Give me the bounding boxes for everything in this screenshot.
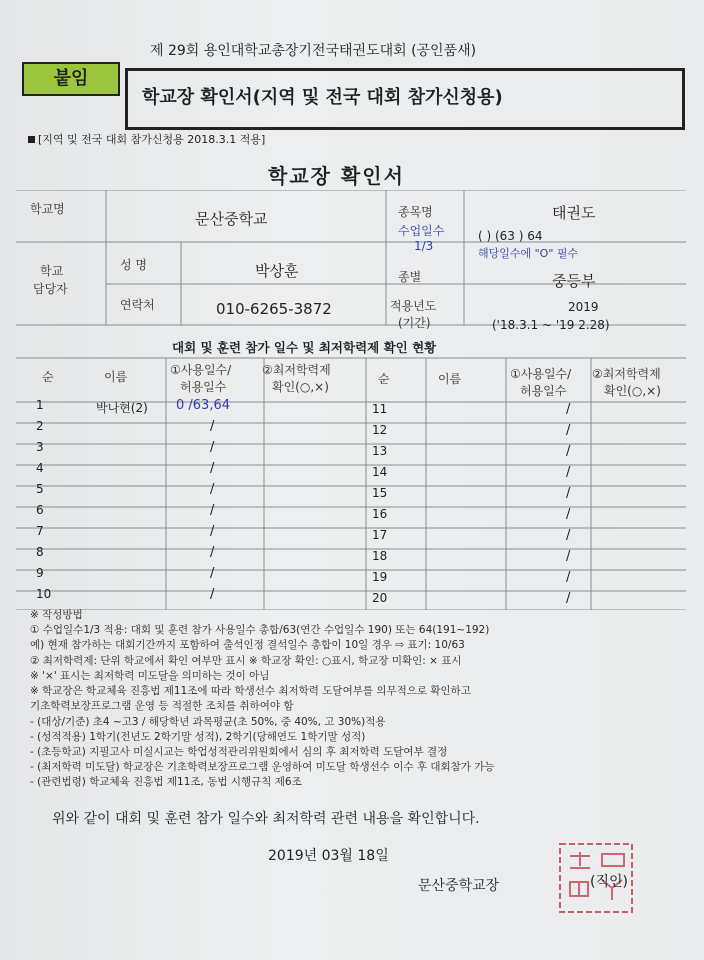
col-days-header: ①사용일수/	[170, 363, 232, 377]
days-note: 해당일수에 "O" 필수	[478, 247, 579, 260]
category-value: 중등부	[552, 272, 596, 290]
col-min-header-2: 확인(○,×)	[272, 380, 329, 394]
col-no-header: 순	[42, 370, 54, 384]
note-line: 기초학력보장프로그램 운영 등 적절한 조치를 취하여야 함	[30, 700, 294, 713]
year-label-2: (기간)	[398, 316, 431, 330]
year-value: 2019	[568, 300, 599, 314]
row-days-value: /	[210, 461, 215, 476]
row-number: 10	[36, 587, 52, 601]
row-days-value: /	[210, 503, 215, 518]
sport-label: 종목명	[398, 205, 433, 219]
note-line: - (최저학력 미도달) 학교장은 기초학력보장프로그램 운영하여 미도달 학생선수 이수 후 대회참가 가능	[30, 761, 495, 774]
days-label: 수업일수	[398, 224, 445, 238]
note-line: ※ 학교장은 학교체육 진흥법 제11조에 따라 학생선수 최저학력 도달여부를 의무적으로 확인하고	[30, 685, 471, 698]
row-days-value: /	[210, 566, 215, 581]
note-line: ※ '×' 표시는 최저학력 미도달을 의미하는 것이 아님	[30, 669, 270, 682]
col-days-header-right: ①사용일수/	[510, 367, 572, 381]
row-number: 8	[36, 545, 44, 559]
row-number: 11	[372, 402, 388, 416]
row-number: 2	[36, 419, 44, 433]
attachment-tag: 붙임	[22, 62, 120, 96]
confirm-statement: 위와 같이 대회 및 훈련 참가 일수와 최저학력 관련 내용을 확인합니다.	[52, 811, 480, 827]
col-min-header-right-2: 확인(○,×)	[604, 384, 661, 398]
row-number: 16	[372, 507, 388, 521]
note-line: - (대상/기준) 초4 ~고3 / 해당학년 과목평균(초 50%, 중 40%, 고 30%)적용	[30, 715, 386, 728]
row-number: 5	[36, 482, 44, 496]
note-line: - (초등학교) 지필고사 미실시교는 학업성적관리위원회에서 심의 후 최저학력 도달여부 결정	[30, 745, 448, 758]
row-number: 19	[372, 570, 388, 584]
row-number: 17	[372, 528, 388, 542]
subtitle	[28, 131, 265, 147]
col-name-header-right: 이름	[438, 372, 462, 386]
school-label: 학교명	[30, 202, 65, 216]
note-line: 예) 현재 참가하는 대회기간까지 포함하여 출석인정 결석일수 총합이 10일 경우 ⇨ 표기: 10/63	[30, 639, 465, 652]
row-days-value: /	[566, 423, 571, 438]
col-days-header-2: 허용일수	[180, 380, 227, 394]
row-number: 1	[36, 398, 44, 412]
row-days-value: /	[210, 545, 215, 560]
name-value: 박상훈	[255, 262, 299, 280]
seal-label: (직인)	[590, 874, 628, 890]
notes	[30, 608, 680, 791]
row-number: 13	[372, 444, 388, 458]
teacher-label-2: 담당자	[33, 282, 68, 296]
row-days-value: /	[210, 440, 215, 455]
document-date: 2019년 03월 18일	[268, 848, 389, 864]
row-number: 4	[36, 461, 44, 475]
contact-value: 010-6265-3872	[216, 300, 332, 318]
col-min-header-right: ②최저학력제	[592, 367, 661, 381]
category-label: 종별	[398, 270, 422, 284]
name-label: 성 명	[120, 258, 147, 272]
row-number: 14	[372, 465, 388, 479]
document-title: 학교장 확인서(지역 및 전국 대회 참가신청용)	[125, 68, 685, 130]
row-days-value: /	[566, 465, 571, 480]
note-line: - (성적적용) 1학기(전년도 2학기말 성적), 2학기(당해연도 1학기말 성적)	[30, 730, 366, 743]
days-label-fraction: 1/3	[414, 239, 434, 253]
event-title: 제 29회 용인대학교총장기전국태권도대회 (공인품새)	[150, 43, 477, 59]
col-no-header-right: 순	[378, 372, 390, 386]
row-days-value: /	[566, 444, 571, 459]
row-days-value: /	[566, 570, 571, 585]
col-days-header-right-2: 허용일수	[520, 384, 567, 398]
row-days-value: /	[210, 587, 215, 602]
row-number: 18	[372, 549, 388, 563]
days-value: ( ) (63 ) 64	[478, 229, 543, 243]
row-number: 15	[372, 486, 388, 500]
row-number: 6	[36, 503, 44, 517]
sport-value: 태권도	[552, 204, 596, 222]
subtitle-text: [지역 및 전국 대회 참가신청용 2018.3.1 적용]	[38, 133, 266, 146]
square-bullet-icon	[28, 136, 35, 143]
year-range: ('18.3.1 ~ '19 2.28)	[492, 318, 610, 332]
table-title: 대회 및 훈련 참가 일수 및 최저학력제 확인 현황	[172, 340, 437, 355]
contact-label: 연락처	[120, 298, 155, 312]
row-days-value: /	[566, 591, 571, 606]
row-number: 12	[372, 423, 388, 437]
row-days-value: /	[210, 419, 215, 434]
principal-name: 문산중학교장	[418, 878, 500, 894]
col-min-header: ②최저학력제	[262, 363, 331, 377]
school-value: 문산중학교	[195, 210, 268, 228]
note-line: ① 수업일수1/3 적용: 대회 및 훈련 참가 사용일수 총합/63(연간 수업일수 190) 또는 64(191~192)	[30, 624, 490, 637]
note-line: ② 최저학력제: 단위 학교에서 확인 여부만 표시 ※ 학교장 확인: ○표시, 학교장 미확인: × 표시	[30, 654, 462, 667]
teacher-label: 학교	[40, 264, 64, 278]
year-label: 적용년도	[390, 299, 437, 313]
row-number: 3	[36, 440, 44, 454]
row-number: 20	[372, 591, 388, 605]
row-student-name: 박나현(2)	[96, 401, 148, 415]
row-days-value: /	[210, 524, 215, 539]
row-days-value: /	[566, 549, 571, 564]
main-title: 학교장 확인서	[268, 164, 405, 188]
note-line: - (관련법령) 학교체육 진흥법 제11조, 동법 시행규칙 제6조	[30, 776, 302, 789]
row-days-value: /	[566, 507, 571, 522]
row-days-value: /	[566, 486, 571, 501]
row-number: 7	[36, 524, 44, 538]
note-line: ※ 작성방법	[30, 609, 83, 621]
row-days-value: /	[566, 528, 571, 543]
col-name-header: 이름	[104, 370, 128, 384]
row-number: 9	[36, 566, 44, 580]
row-days-value: /	[210, 482, 215, 497]
row-days-value: 0 /63,64	[176, 398, 230, 413]
row-days-value: /	[566, 402, 571, 417]
